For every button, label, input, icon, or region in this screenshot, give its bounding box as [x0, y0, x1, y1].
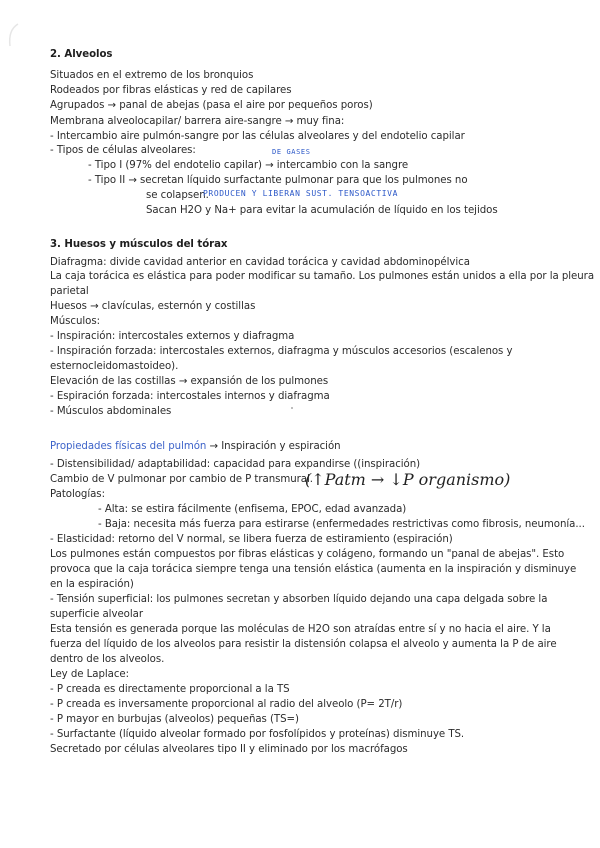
text-line: Elevación de las costillas → expansión de los pulmones: [50, 376, 329, 387]
text-line: - Surfactante (líquido alveolar formado por fosfolípidos y proteínas) disminuye TS.: [50, 729, 465, 740]
text-line: - P creada es inversamente proporcional al radio del alveolo (P= 2T/r): [50, 699, 403, 710]
text-line: fuerza del líquido de los alveolos para resistir la distensión colapsa el alveolo y aumenta la P de aire: [50, 639, 557, 650]
handwritten-note-surfactant: PRODUCEN Y LIBERAN SUST. TENSOACTIVA: [203, 189, 398, 198]
text-line: - P creada es directamente proporcional a la TS: [50, 684, 290, 695]
text-line: dentro de los alveolos.: [50, 654, 165, 665]
section-title-alveolos: 2. Alveolos: [50, 49, 113, 60]
text-line: - Distensibilidad/ adaptabilidad: capacidad para expandirse ((inspiración): [50, 459, 421, 470]
text-line: Membrana alveolocapilar/ barrera aire-sangre → muy fina:: [50, 116, 345, 127]
text-line: se colapsen.: [146, 190, 209, 201]
text-line: - Baja: necesita más fuerza para estirarse (enfermedades restrictivas como fibrosis, neumonía...: [98, 519, 585, 530]
text-line: - Inspiración: intercostales externos y diafragma: [50, 331, 295, 342]
text-line: parietal: [50, 286, 89, 297]
handwritten-pressure-note: (↑Patm → ↓P organismo): [305, 470, 511, 489]
text-line: Esta tensión es generada porque las moléculas de H2O son atraídas entre sí y no hacia el aire. Y la: [50, 624, 551, 635]
text-line: Rodeados por fibras elásticas y red de capilares: [50, 85, 292, 96]
text-line: - P mayor en burbujas (alveolos) pequeñas (TS=): [50, 714, 299, 725]
text-line: - Tipo II → secretan líquido surfactante pulmonar para que los pulmones no: [88, 175, 468, 186]
text-line: Diafragma: divide cavidad anterior en cavidad torácica y cavidad abdominopélvica: [50, 257, 470, 268]
text-line: Cambio de V pulmonar por cambio de P transmural.: [50, 474, 313, 485]
handwritten-note-gases: DE GASES: [272, 148, 311, 156]
text-line: Situados en el extremo de los bronquios: [50, 70, 254, 81]
text-line: - Intercambio aire pulmón-sangre por las células alveolares y del endotelio capilar: [50, 131, 465, 142]
text-line: - Tensión superficial: los pulmones secretan y absorben líquido dejando una capa delgada sobre la: [50, 594, 548, 605]
text-line: provoca que la caja torácica siempre tenga una tensión elástica (aumenta en la inspiración y disminuye: [50, 564, 577, 575]
section-title-propiedades: [50, 440, 341, 454]
propiedades-title-suffix: → Inspiración y espiración: [206, 441, 341, 452]
text-line: Ley de Laplace:: [50, 669, 130, 680]
text-line: Músculos:: [50, 316, 100, 327]
text-line: Agrupados → panal de abejas (pasa el aire por pequeños poros): [50, 100, 373, 111]
text-line: - Músculos abdominales: [50, 406, 172, 417]
text-line: superficie alveolar: [50, 609, 143, 620]
page-corner-mark: [4, 22, 24, 48]
text-line: - Elasticidad: retorno del V normal, se libera fuerza de estiramiento (espiración): [50, 534, 453, 545]
text-line: Sacan H2O y Na+ para evitar la acumulación de líquido en los tejidos: [146, 205, 498, 216]
text-line: Secretado por células alveolares tipo II y eliminado por los macrófagos: [50, 744, 408, 755]
text-line: Patologías:: [50, 489, 105, 500]
text-line: - Inspiración forzada: intercostales externos, diafragma y músculos accesorios (escalenos y: [50, 346, 513, 357]
section-title-huesos: 3. Huesos y músculos del tórax: [50, 239, 228, 250]
text-line: Los pulmones están compuestos por fibras elásticas y colágeno, formando un "panal de abejas". Esto: [50, 549, 565, 560]
text-line: - Alta: se estira fácilmente (enfisema, EPOC, edad avanzada): [98, 504, 407, 515]
text-line: - Tipo I (97% del endotelio capilar) → intercambio con la sangre: [88, 160, 409, 171]
propiedades-title: Propiedades físicas del pulmón: [50, 441, 207, 452]
text-line: - Tipos de células alveolares:: [50, 145, 196, 156]
text-line: esternocleidomastoideo).: [50, 361, 179, 372]
text-line: Huesos → clavículas, esternón y costillas: [50, 301, 256, 312]
text-line: La caja torácica es elástica para poder modificar su tamaño. Los pulmones están unidos a ella por la pleura: [50, 271, 595, 282]
text-line: - Espiración forzada: intercostales internos y diafragma: [50, 391, 330, 402]
ink-dot: [291, 407, 293, 409]
text-line: en la espiración): [50, 579, 134, 590]
